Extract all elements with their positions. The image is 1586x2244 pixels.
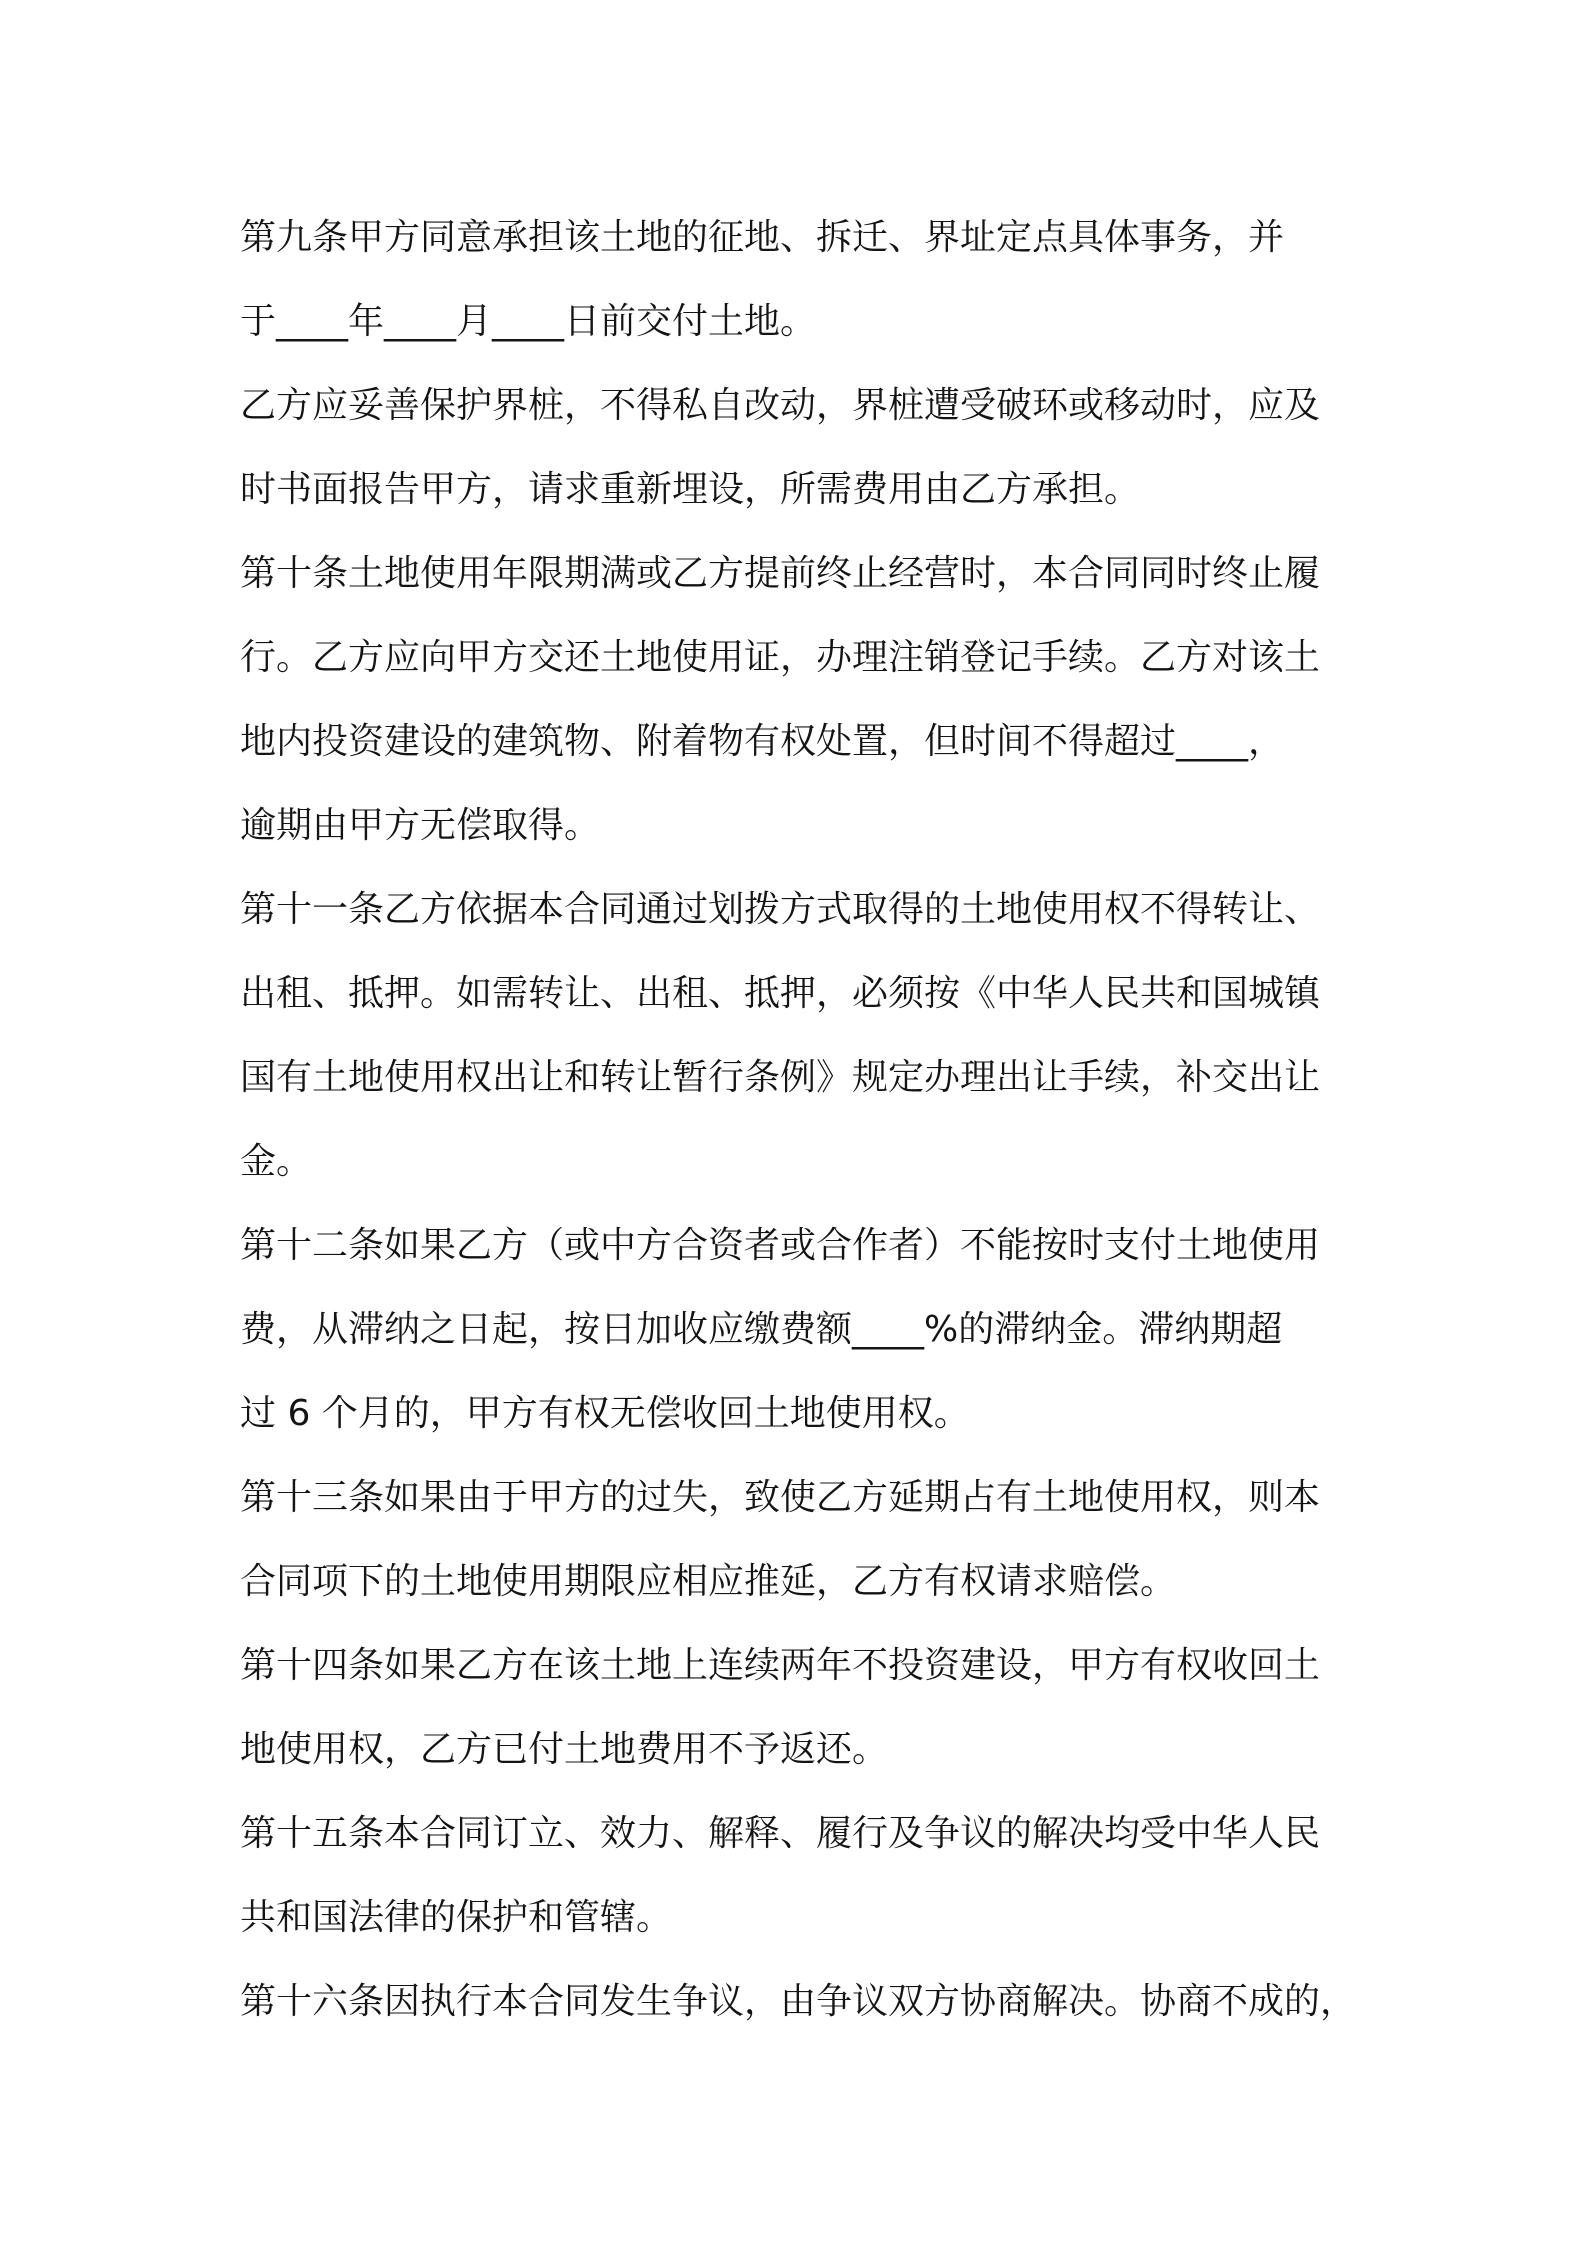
text-line: 第十条土地使用年限期满或乙方提前终止经营时，本合同同时终止履 <box>240 553 1321 594</box>
text-line: 过 6 个月的，甲方有权无偿收回土地使用权。 <box>240 1393 970 1434</box>
text-line: 第十五条本合同订立、效力、解释、履行及争议的解决均受中华人民 <box>240 1813 1321 1854</box>
text-line: 第十四条如果乙方在该土地上连续两年不投资建设，甲方有权收回土 <box>240 1645 1321 1686</box>
text-line: 第十六条因执行本合同发生争议，由争议双方协商解决。协商不成的， <box>240 1981 1357 2022</box>
text-line: 逾期由甲方无偿取得。 <box>240 805 601 846</box>
text-line: 金。 <box>240 1141 313 1182</box>
text-line: 出租、抵押。如需转让、出租、抵押，必须按《中华人民共和国城镇 <box>240 973 1321 1014</box>
text-line: 第十二条如果乙方（或中方合资者或合作者）不能按时支付土地使用 <box>240 1225 1321 1266</box>
text-line: 国有土地使用权出让和转让暂行条例》规定办理出让手续，补交出让 <box>240 1057 1321 1098</box>
text-line: 地使用权，乙方已付土地费用不予返还。 <box>240 1729 889 1770</box>
text-line: 第九条甲方同意承担该土地的征地、拆迁、界址定点具体事务，并 <box>240 217 1285 258</box>
text-line: 行。乙方应向甲方交还土地使用证，办理注销登记手续。乙方对该土 <box>240 637 1321 678</box>
text-line: 第十一条乙方依据本合同通过划拨方式取得的土地使用权不得转让、 <box>240 889 1321 930</box>
text-line: 于____年____月____日前交付土地。 <box>240 301 817 342</box>
text-line: 地内投资建设的建筑物、附着物有权处置，但时间不得超过____， <box>240 721 1285 762</box>
text-line: 乙方应妥善保护界桩，不得私自改动，界桩遭受破环或移动时，应及 <box>240 385 1321 426</box>
text-line: 费，从滞纳之日起，按日加收应缴费额____%的滞纳金。滞纳期超 <box>240 1309 1283 1350</box>
contract-body <box>240 196 1360 2044</box>
text-line: 第十三条如果由于甲方的过失，致使乙方延期占有土地使用权，则本 <box>240 1477 1321 1518</box>
text-line: 时书面报告甲方，请求重新埋设，所需费用由乙方承担。 <box>240 469 1141 510</box>
text-line: 共和国法律的保护和管辖。 <box>240 1897 673 1938</box>
text-line: 合同项下的土地使用期限应相应推延，乙方有权请求赔偿。 <box>240 1561 1177 1602</box>
